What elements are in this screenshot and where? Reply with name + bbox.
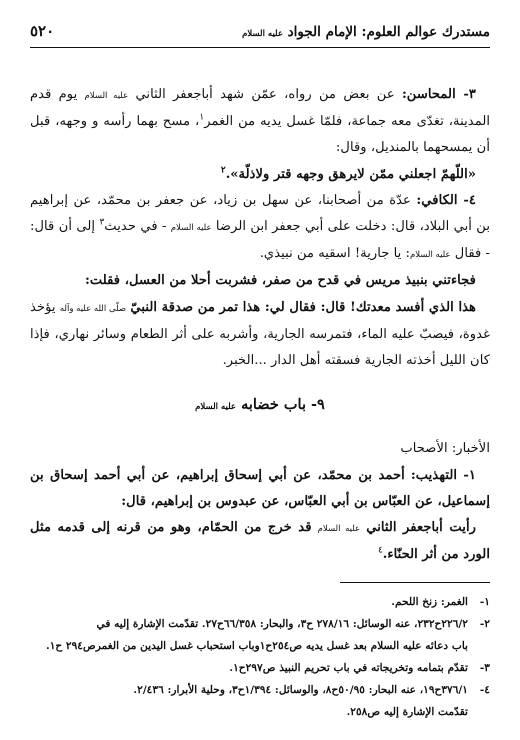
footnote-ref: ٤	[377, 545, 383, 556]
footnotes	[30, 591, 490, 723]
footnote: ٤-٣٧٦/١ح١٩، عنه البحار: ٥٠/٩٥ح٨، والوسائل: ١/٣٩٤ح٣، وحلية الأبرار: ٢/٤٣٦.	[133, 684, 490, 697]
hadith-3-mahasin: ٣- المحاسن: عن بعض من رواه، عمّن شهد أباجعفر الثاني عليه السلام يوم قدم المدينة، تغدّى معه جماعة، فلمّا غسل يديه من الغمر$^١$، مسح بهما رأسه و وجهه، قبل أن يمسحهما بالمنديل، وقال:	[30, 87, 491, 156]
footnote-separator	[340, 582, 490, 583]
main-text	[30, 82, 490, 568]
hadith-4-continuation: فجاءتني بنبيذ مريس في قدح من صفر، فشربت أحلا من العسل، فقلت:	[84, 273, 476, 289]
footnote: ٣-تقدّم بتمامه وتخريجاته في باب تحريم النبيذ ص٢٩٧ح١.	[229, 662, 490, 675]
footnote-ref: ٢	[220, 165, 226, 176]
footnote-ref: ١	[199, 112, 205, 123]
subsection-label: الأخبار: الأصحاب	[400, 441, 490, 457]
honorific: صلّى الله عليه وآله	[59, 303, 127, 314]
honorific: عليه السلام	[170, 223, 212, 234]
hadith-4-reply: هذا الذي أفسد معدتك! قال: فقال لي: هذا تمر من صدقة النبيّ صلّى الله عليه وآله يؤخذ غدوة، فيصبّ عليه الماء، فتمرسه الجارية، وأشربه على أثر الطعام وسائر نهاري، فإذا كان الليل أخذته الجارية فسقته أهل الدار ...الخبر.	[30, 299, 490, 369]
footnote: ٢-٢٢٦/٢ح٢٣٢، عنه الوسائل: ٢٧٨/١٦ ح٣، والبحار: ٦٦/٣٥٨ح٢٧. تقدّمت الإشارة إليه في	[96, 618, 490, 631]
honorific: عليه السلام	[84, 91, 129, 101]
footnote-continuation: باب دعائه عليه السلام بعد غسل يديه ص٢٥٤ح١وباب استحباب غسل اليدين من الغمرص٢٩٤ ح١.	[45, 640, 468, 653]
section-heading: ٩- باب خضابه عليه السلام	[195, 396, 325, 414]
hadith-label: ٤- الكافي:	[416, 192, 476, 208]
hadith-1-tahdhib: ١- التهذيب: أحمد بن محمّد، عن أبي إسحاق إبراهيم، عن أبي أحمد إسحاق بن إسماعيل، عن العبّاس بن أبي العبّاس، عن عبدوس بن إبراهيم، قال:	[30, 467, 490, 509]
dua-quote: «اللّهمّ اجعلني ممّن لايرهق وجهه قتر ولاذلّة».$^٢$	[220, 165, 476, 182]
footnote: ١-الغمر: زنخ اللحم.	[391, 596, 490, 609]
footnote-continuation: تقدّمت الإشارة إليه ص٢٥٨.	[346, 706, 468, 719]
footnote-ref: ٣	[99, 217, 105, 228]
honorific: عليه السلام	[409, 250, 451, 261]
honorific: عليه السلام	[317, 524, 361, 535]
running-title: مستدرك عوالم العلوم: الإمام الجواد عليه السلام	[242, 24, 490, 40]
hadith-label: ١- التهذيب:	[410, 467, 476, 483]
hadith-1-text: رأيت أباجعفر الثاني عليه السلام قد خرج من الحمّام، وهو من قرنه إلى قدمه مثل الورد من أثر الحنّاء.$^٤$	[30, 520, 490, 563]
page-header	[30, 22, 490, 48]
hadith-4-kafi: ٤- الكافي: عدّة من أصحابنا، عن سهل بن زياد، عن جعفر بن محمّد، عن إبراهيم بن أبي البلاد، قال: دخلت على أبي جعفر ابن الرضا عليه السلام - في حديث$^٣$ إلى أن قال: - فقال عليه السلام: يا جارية! اسقيه من نبيذي.	[30, 192, 490, 262]
page-number: ٥٢٠	[30, 22, 55, 40]
hadith-label: ٣- المحاسن:	[401, 87, 476, 102]
